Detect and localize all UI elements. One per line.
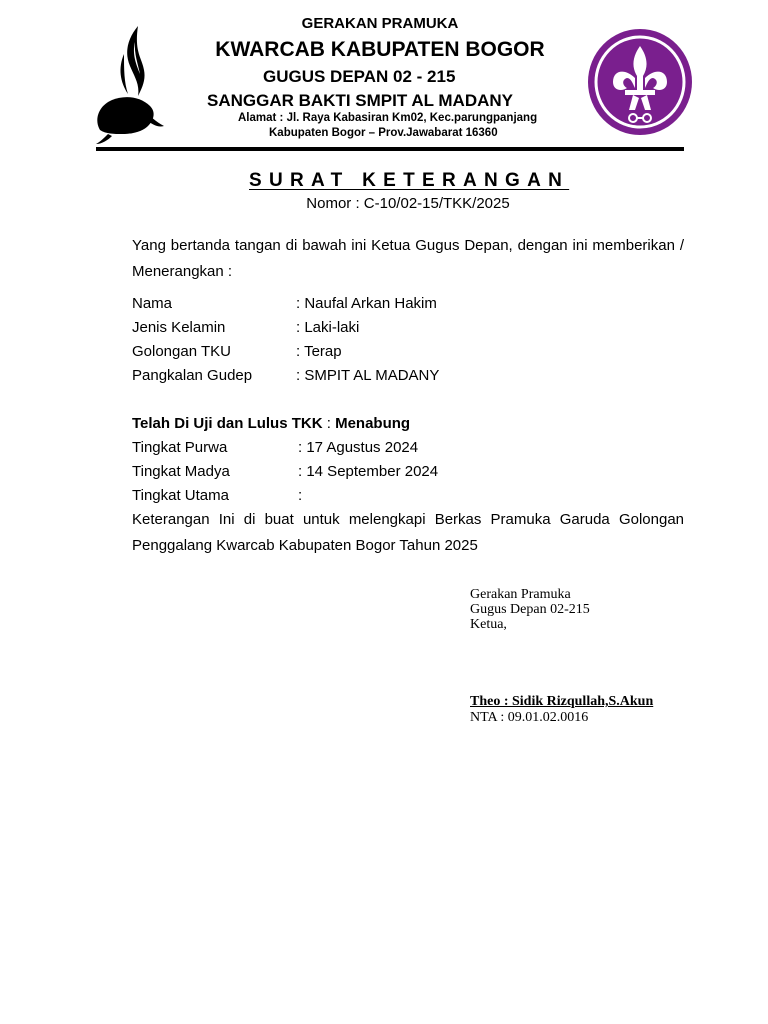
level-label: Tingkat Utama	[132, 487, 229, 504]
letterhead-divider	[96, 147, 684, 151]
field-label: Jenis Kelamin	[132, 319, 226, 336]
letter-number: Nomor : C-10/02-15/TKK/2025	[306, 195, 510, 212]
signature-gudep: Gugus Depan 02-215	[470, 602, 590, 617]
field-label: Golongan TKU	[132, 343, 231, 360]
signature-name: Theo : Sidik Rizqullah,S.Akun	[470, 694, 654, 709]
level-value: :	[298, 487, 303, 504]
field-value: : Laki-laki	[296, 319, 360, 336]
scout-fleur-de-lis-emblem-icon	[587, 28, 693, 136]
signature-role: Ketua,	[470, 617, 507, 632]
letterhead-address-line2: Kabupaten Bogor – Prov.Jawabarat 16360	[269, 127, 498, 139]
field-row-jenis-kelamin	[132, 319, 360, 336]
level-row-utama	[132, 487, 303, 504]
field-value: : Naufal Arkan Hakim	[296, 295, 437, 312]
letterhead-address-line1: Alamat : Jl. Raya Kabasiran Km02, Kec.parungpanjang	[238, 112, 538, 124]
letter-title: SURAT KETERANGAN	[249, 170, 570, 191]
letterhead-kwarcab: KWARCAB KABUPATEN BOGOR	[215, 38, 545, 61]
field-value: : Terap	[296, 343, 342, 360]
level-value: : 14 September 2024	[298, 463, 439, 480]
level-label: Tingkat Purwa	[132, 439, 228, 456]
level-label: Tingkat Madya	[132, 463, 230, 480]
level-row-madya	[132, 463, 439, 480]
closing-paragraph: Keterangan Ini di buat untuk melengkapi Berkas Pramuka Garuda Golongan Penggalang Kwarcab Kabupaten Bogor Tahun 2025	[132, 511, 684, 554]
signature-nta: NTA : 09.01.02.0016	[470, 710, 589, 725]
tunas-kelapa-logo-icon	[94, 24, 166, 146]
field-label: Pangkalan Gudep	[132, 367, 253, 384]
intro-paragraph: Yang bertanda tangan di bawah ini Ketua Gugus Depan, dengan ini memberikan / Menerangkan :	[132, 237, 684, 280]
field-row-pangkalan-gudep	[132, 367, 440, 384]
level-value: : 17 Agustus 2024	[298, 439, 419, 456]
field-row-nama	[132, 295, 437, 312]
letterhead-gugus: GUGUS DEPAN 02 - 215	[263, 67, 456, 86]
field-row-golongan-tku	[132, 343, 342, 360]
tkk-test-value: Menabung	[335, 415, 411, 432]
letterhead-org: GERAKAN PRAMUKA	[301, 15, 459, 32]
tkk-test-line	[132, 415, 410, 432]
tkk-test-separator: :	[322, 415, 336, 432]
tkk-test-label: Telah Di Uji dan Lulus TKK	[132, 415, 323, 432]
level-row-purwa	[132, 439, 419, 456]
signature-org: Gerakan Pramuka	[470, 587, 571, 602]
field-value: : SMPIT AL MADANY	[296, 367, 440, 384]
field-label: Nama	[132, 295, 173, 312]
letterhead-sanggar: SANGGAR BAKTI SMPIT AL MADANY	[207, 91, 513, 110]
